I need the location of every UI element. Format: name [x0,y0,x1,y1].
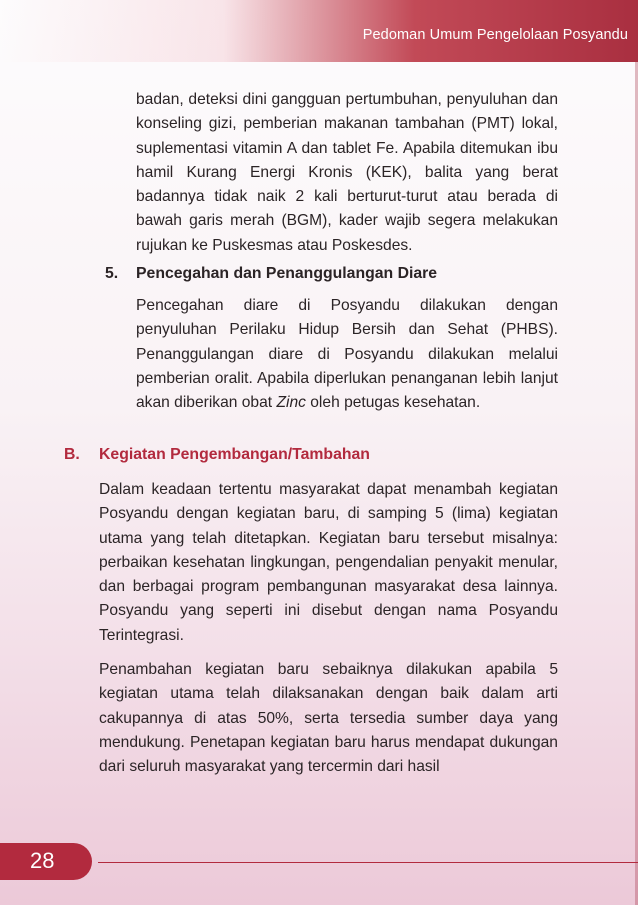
continuation-paragraph: badan, deteksi dini gangguan pertumbuhan, penyuluhan dan konseling gizi, pemberian makanan tambahan (PMT) lokal, suplementasi vitamin A dan tablet Fe. Apabila ditemukan ibu hamil Kurang Energi Kronis (KEK), balita yang berat badannya tidak naik 2 kali berturut-turut atau berada di bawah garis merah (BGM), kader wajib segera melakukan rujukan ke Puskesmas atau Poskesdes. [136,91,558,254]
page-number: 28 [30,848,55,873]
section-b-letter: B. [64,446,80,463]
item-5-number: 5. [105,265,119,282]
item-5-title: Pencegahan dan Penanggulangan Diare [136,265,438,282]
item-5-italic-term: Zinc [276,394,306,412]
item-5-text: Pencegahan diare di Posyandu dilakukan dengan penyuluhan Perilaku Hidup Bersih dan Sehat (PHBS). Penanggulangan diare di Posyandu dilakukan melalui pemberian oralit. Apabila diperlukan penanganan lebih lanjut akan diberikan obat [136,297,558,412]
page-number-tab [0,843,92,880]
section-b-title: Kegiatan Pengembangan/Tambahan [99,446,370,463]
section-b-paragraph-2: Penambahan kegiatan baru sebaiknya dilakukan apabila 5 kegiatan utama telah dilaksanakan dengan baik dalam arti cakupannya di atas 50%, serta tersedia sumber daya yang mendukung. Penetapan kegiatan baru harus mendapat dukungan dari seluruh masyarakat yang tercermin dari hasil [99,661,558,776]
item-5-paragraph [136,294,558,415]
section-b-heading [64,446,370,464]
running-header-title: Pedoman Umum Pengelolaan Posyandu [362,27,628,43]
item-5-heading [105,265,437,283]
footer-rule [98,862,638,863]
item-5-text-end: oleh petugas kesehatan. [305,394,481,412]
section-b-paragraph-1: Dalam keadaan tertentu masyarakat dapat menambah kegiatan Posyandu dengan kegiatan baru, di samping 5 (lima) kegiatan utama yang telah ditetapkan. Kegiatan baru tersebut misalnya: perbaikan kesehatan lingkungan, pengendalian penyakit menular, dan berbagai program pembangunan masyarakat desa lainnya. Posyandu yang seperti ini disebut dengan nama Posyandu Terintegrasi. [99,481,558,644]
